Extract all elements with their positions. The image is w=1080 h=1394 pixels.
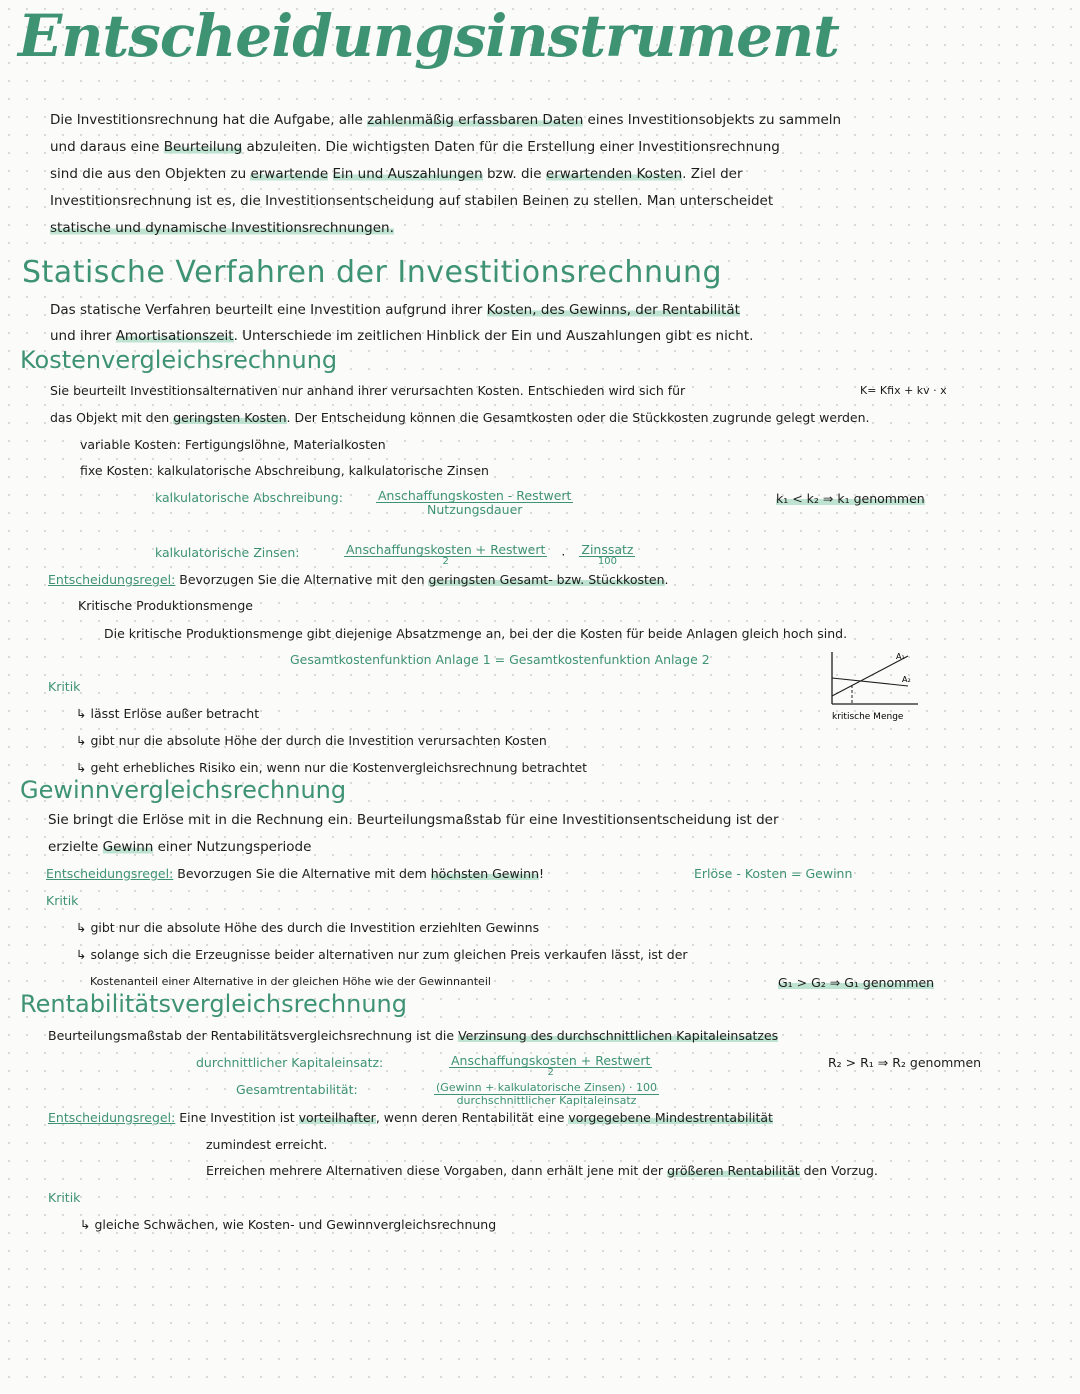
rvr-kritik-label: Kritik bbox=[48, 1190, 81, 1205]
kvr-krit-formula: Gesamtkostenfunktion Anlage 1 = Gesamtkostenfunktion Anlage 2 bbox=[290, 652, 710, 667]
rvr-rule: Entscheidungsregel: Eine Investition ist vorteilhafter, wenn deren Rentabilität eine vorgegebene Mindestrentabilität bbox=[48, 1110, 773, 1125]
kvr-kritik-label: Kritik bbox=[48, 679, 81, 694]
kvr-zinsen-label: kalkulatorische Zinsen: bbox=[155, 545, 300, 560]
intro-line-1: Die Investitionsrechnung hat die Aufgabe, alle zahlenmäßig erfassbaren Daten eines Investitionsobjekts zu sammeln bbox=[50, 112, 842, 128]
kvr-krit-label: Kritische Produktionsmenge bbox=[78, 598, 253, 613]
kvr-formula: K= Kfix + kv · x bbox=[860, 384, 947, 397]
kvr-krit-text: Die kritische Produktionsmenge gibt diejenige Absatzmenge an, bei der die Kosten für beide Anlagen gleich hoch sind. bbox=[104, 626, 848, 641]
kvr-fixe: fixe Kosten: kalkulatorische Abschreibung, kalkulatorische Zinsen bbox=[80, 463, 489, 478]
intro-line-2: und daraus eine Beurteilung abzuleiten. Die wichtigsten Daten für die Erstellung einer Investitionsrechnung bbox=[50, 139, 780, 155]
intro-line-3: sind die aus den Objekten zu erwartende Ein und Auszahlungen bzw. die erwartenden Kosten. Ziel der bbox=[50, 166, 743, 182]
heading-rvr: Rentabilitätsvergleichsrechnung bbox=[20, 990, 407, 1018]
intro-line-4: Investitionsrechnung ist es, die Investitionsentscheidung auf stabilen Beinen zu stellen. Man unterscheidet bbox=[50, 193, 774, 209]
graph-x-label: kritische Menge bbox=[832, 712, 904, 722]
rvr-compare: R₂ > R₁ ⇒ R₂ genommen bbox=[828, 1055, 982, 1070]
gvr-kritik-2-cont: Kostenanteil einer Alternative in der gleichen Höhe wie der Gewinnanteil bbox=[90, 975, 491, 988]
kvr-line-2: das Objekt mit den geringsten Kosten. Der Entscheidung können die Gesamtkosten oder die Stückkosten zugrunde gelegt werden. bbox=[50, 410, 870, 425]
heading-gvr: Gewinnvergleichsrechnung bbox=[20, 776, 347, 804]
kvr-graph bbox=[826, 648, 926, 728]
graph-label-a1: A₁ bbox=[896, 652, 905, 661]
rvr-dk-formula: $\frac{\text{Anschaffungskosten + Restwert}}{2}$ bbox=[451, 1053, 651, 1079]
gvr-kritik-2: ↳ solange sich die Erzeugnisse beider alternativen nur zum gleichen Preis verkaufen lässt, ist der bbox=[76, 947, 688, 962]
gvr-kritik-1: ↳ gibt nur die absolute Höhe des durch die Investition erziehlten Gewinns bbox=[76, 920, 540, 935]
rvr-line-1: Beurteilungsmaßstab der Rentabilitätsvergleichsrechnung ist die Verzinsung des durchschnittlichen Kapitaleinsatzes bbox=[48, 1028, 779, 1043]
gvr-kritik-label: Kritik bbox=[46, 893, 79, 908]
rvr-rule-2: zumindest erreicht. bbox=[206, 1137, 328, 1152]
rvr-gr-label: Gesamtrentabilität: bbox=[236, 1082, 358, 1097]
rvr-kritik-1: ↳ gleiche Schwächen, wie Kosten- und Gewinnvergleichsrechnung bbox=[80, 1217, 497, 1232]
kvr-line-1: Sie beurteilt Investitionsalternativen nur anhand ihrer verursachten Kosten. Entschieden wird sich für bbox=[50, 383, 686, 398]
kvr-kritik-3: ↳ geht erhebliches Risiko ein, wenn nur die Kostenvergleichsrechnung betrachtet bbox=[76, 760, 588, 775]
kvr-rule: Entscheidungsregel: Bevorzugen Sie die Alternative mit den geringsten Gesamt- bzw. Stückkosten. bbox=[48, 572, 669, 587]
static-line-1: Das statische Verfahren beurteilt eine Investition aufgrund ihrer Kosten, des Gewinns, der Rentabilität bbox=[50, 302, 740, 318]
kvr-kritik-1: ↳ lässt Erlöse außer betracht bbox=[76, 706, 260, 721]
page-title: Entscheidungsinstrument bbox=[18, 2, 839, 70]
rvr-rule-3: Erreichen mehrere Alternativen diese Vorgaben, dann erhält jene mit der größeren Rentabilität den Vorzug. bbox=[206, 1163, 878, 1178]
gvr-compare: G₁ > G₂ ⇒ G₁ genommen bbox=[778, 975, 935, 990]
kvr-variable: variable Kosten: Fertigungslöhne, Materialkosten bbox=[80, 437, 386, 452]
graph-label-a2: A₂ bbox=[902, 675, 911, 684]
heading-static: Statische Verfahren der Investitionsrechnung bbox=[22, 255, 723, 290]
gvr-formula: Erlöse - Kosten = Gewinn bbox=[694, 866, 853, 881]
heading-kvr: Kostenvergleichsrechnung bbox=[20, 346, 338, 374]
gvr-line-2: erzielte Gewinn einer Nutzungsperiode bbox=[48, 839, 312, 855]
kvr-abschreibung-label: kalkulatorische Abschreibung: bbox=[155, 490, 343, 505]
gvr-rule: Entscheidungsregel: Bevorzugen Sie die Alternative mit dem höchsten Gewinn! bbox=[46, 866, 545, 881]
kvr-compare: k₁ < k₂ ⇒ k₁ genommen bbox=[776, 491, 925, 506]
rvr-dk-label: durchnittlicher Kapitaleinsatz: bbox=[196, 1055, 384, 1070]
gvr-line-1: Sie bringt die Erlöse mit in die Rechnung ein. Beurteilungsmaßstab für eine Investitionsentscheidung ist der bbox=[48, 812, 779, 828]
graph-line-a1 bbox=[832, 656, 908, 696]
kvr-zinsen-formula: $\frac{\text{Anschaffungskosten + Restwert}}{2}$ · $\frac{\text{Zinssatz}}{100}$ bbox=[346, 542, 634, 568]
intro-line-5: statische und dynamische Investitionsrechnungen. bbox=[50, 220, 394, 236]
static-line-2: und ihrer Amortisationszeit. Unterschiede im zeitlichen Hinblick der Ein und Auszahlungen gibt es nicht. bbox=[50, 328, 754, 344]
kvr-abschreibung-formula: $\frac{\text{Anschaffungskosten - Restwert}}{\text{Nutzungsdauer}}$ bbox=[378, 488, 572, 518]
graph-line-a2 bbox=[832, 678, 908, 686]
rvr-gr-formula: $\frac{\text{(Gewinn + kalkulatorische Zinsen) · 100}}{\text{durchschnittlicher Kapitaleinsatz}}$ bbox=[436, 1081, 658, 1107]
kvr-kritik-2: ↳ gibt nur die absolute Höhe der durch die Investition verursachten Kosten bbox=[76, 733, 547, 748]
